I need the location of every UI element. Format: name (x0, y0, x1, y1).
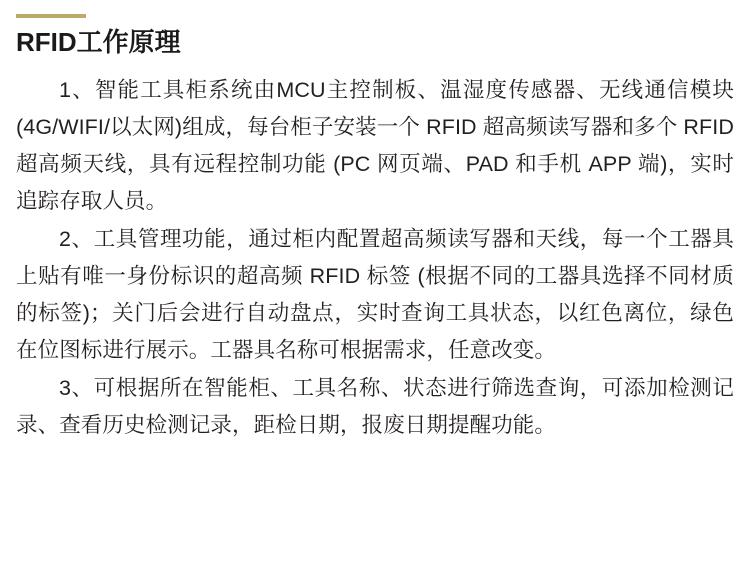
paragraph: 1、智能工具柜系统由MCU主控制板、温湿度传感器、无线通信模块(4G/WIFI/以太网)组成，每台柜子安装一个 RFID 超高频读写器和多个 RFID 超高频天线，具有远程控制功能 (PC 网页端、PAD 和手机 APP 端)，实时追踪存取人员。 (16, 77, 734, 213)
paragraph: 2、工具管理功能，通过柜内配置超高频读写器和天线，每一个工器具上贴有唯一身份标识的超高频 RFID 标签 (根据不同的工器具选择不同材质的标签)；关门后会进行自动盘点，实时查询工具状态，以红色离位，绿色在位图标进行展示。工器具名称可根据需求，任意改变。 (16, 226, 734, 362)
document-body (16, 72, 734, 444)
page-title: RFID工作原理 (16, 27, 181, 57)
title-accent-rule (16, 14, 86, 18)
paragraph: 3、可根据所在智能柜、工具名称、状态进行筛选查询，可添加检测记录、查看历史检测记录，距检日期，报废日期提醒功能。 (16, 375, 734, 437)
